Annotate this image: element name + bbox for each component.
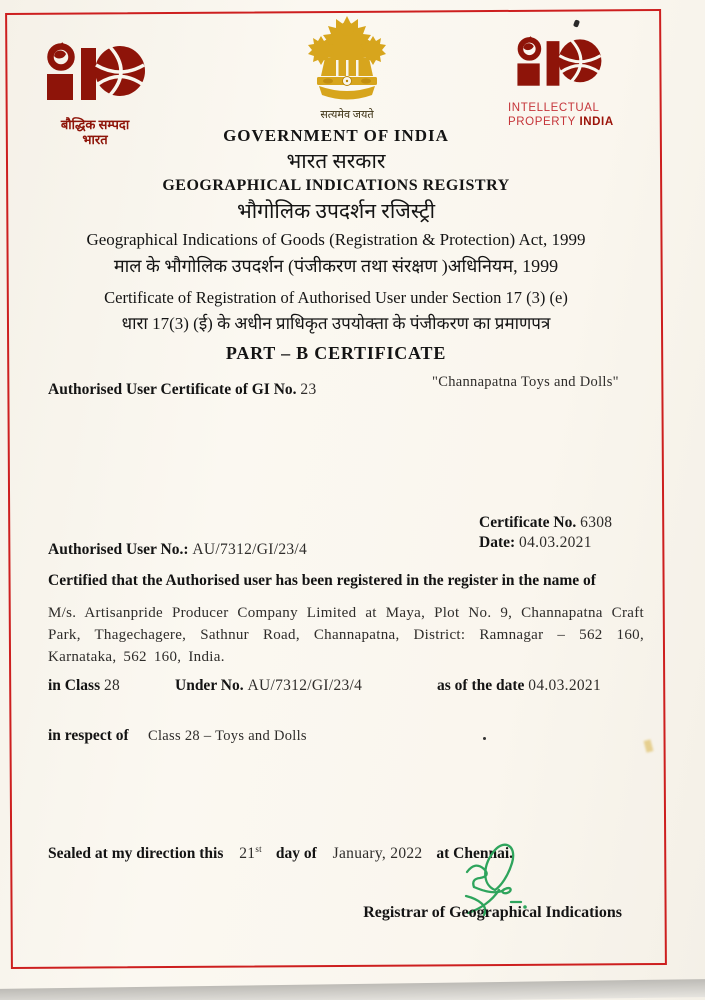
national-emblem	[299, 16, 395, 122]
seal-month-year-value: January, 2022	[332, 845, 423, 863]
authorised-user-line	[48, 541, 307, 559]
section-title: Certificate of Registration of Authorised User under Section 17 (3) (e)	[104, 288, 568, 307]
as-of-date-value: 04.03.2021	[528, 677, 602, 694]
class-number-value: 28	[104, 677, 121, 694]
as-of-date-group	[437, 677, 601, 695]
right-logo-caption-line1: INTELLECTUAL	[508, 102, 600, 114]
certificate-no-line	[479, 514, 612, 532]
gi-number-value: 23	[300, 381, 317, 398]
under-no-label: Under No.	[175, 677, 244, 694]
part-b-certificate-title: PART – B CERTIFICATE	[225, 343, 447, 363]
in-class-group	[48, 677, 120, 695]
registry-title: GEOGRAPHICAL INDICATIONS REGISTRY	[162, 177, 510, 194]
registry-title-hindi: भौगोलिक उपदर्शन रजिस्ट्री	[236, 199, 436, 223]
national-emblem-icon	[299, 16, 395, 102]
ipindia-logo-icon	[508, 36, 604, 96]
at-place-label: at Chennai.	[436, 845, 514, 863]
seal-day-value: 21st	[239, 844, 262, 863]
as-of-date-label: as of the date	[437, 677, 525, 694]
sealed-label: Sealed at my direction this	[48, 845, 224, 863]
section-title-hindi: धारा 17(3) (ई) के अधीन प्राधिकृत उपयोक्ता के पंजीकरण का प्रमाणपत्र	[121, 314, 551, 333]
in-respect-value: Class 28 – Toys and Dolls	[148, 728, 307, 744]
date-value: 04.03.2021	[519, 534, 592, 551]
day-of-label: day of	[275, 845, 317, 863]
government-of-india-title: GOVERNMENT OF INDIA	[223, 126, 449, 145]
certificate-no-value: 6308	[580, 514, 613, 531]
ipindia-logo-right	[508, 36, 648, 129]
authorised-user-label: Authorised User No.:	[48, 541, 189, 558]
emblem-motto: सत्यमेव जयते	[320, 109, 374, 121]
government-of-india-title-hindi: भारत सरकार	[286, 149, 386, 173]
sealed-line	[48, 844, 513, 863]
under-no-value: AU/7312/GI/23/4	[247, 677, 363, 694]
date-label: Date:	[479, 534, 516, 551]
in-class-label: in Class	[48, 677, 101, 694]
authorised-user-value: AU/7312/GI/23/4	[192, 541, 308, 558]
gi-number-label: Authorised User Certificate of GI No.	[48, 381, 297, 398]
right-logo-india-label: INDIA	[579, 116, 614, 128]
scan-page-edge	[0, 979, 705, 1000]
under-no-group	[175, 677, 362, 695]
ipindia-logo-icon	[36, 42, 148, 112]
registrar-title: Registrar of Geographical Indications	[363, 904, 622, 921]
certificate-date-line	[479, 534, 592, 552]
right-logo-property-label: PROPERTY	[508, 116, 576, 128]
left-logo-caption-line1: बौद्धिक सम्पदा	[60, 117, 130, 132]
certified-statement: Certified that the Authorised user has been registered in the register in the name of	[48, 572, 596, 589]
act-title: Geographical Indications of Goods (Registration & Protection) Act, 1999	[86, 230, 586, 249]
left-logo-caption-line2: भारत	[82, 132, 108, 147]
holder-address: M/s. Artisanpride Producer Company Limited at Maya, Plot No. 9, Channapatna Craft Park, Thagechagere, Sathnur Road, Channapatna, District: Ramnagar – 562 160, Karnataka, 562 160, India.	[48, 605, 644, 665]
in-respect-label: in respect of	[48, 727, 129, 744]
scan-speck	[483, 737, 486, 740]
act-title-hindi: माल के भौगोलिक उपदर्शन (पंजीकरण तथा संरक्षण )अधिनियम, 1999	[113, 256, 559, 276]
gi-number-line	[48, 381, 317, 399]
certificate-no-label: Certificate No.	[479, 514, 577, 531]
gi-name-value: "Channapatna Toys and Dolls"	[432, 374, 619, 390]
